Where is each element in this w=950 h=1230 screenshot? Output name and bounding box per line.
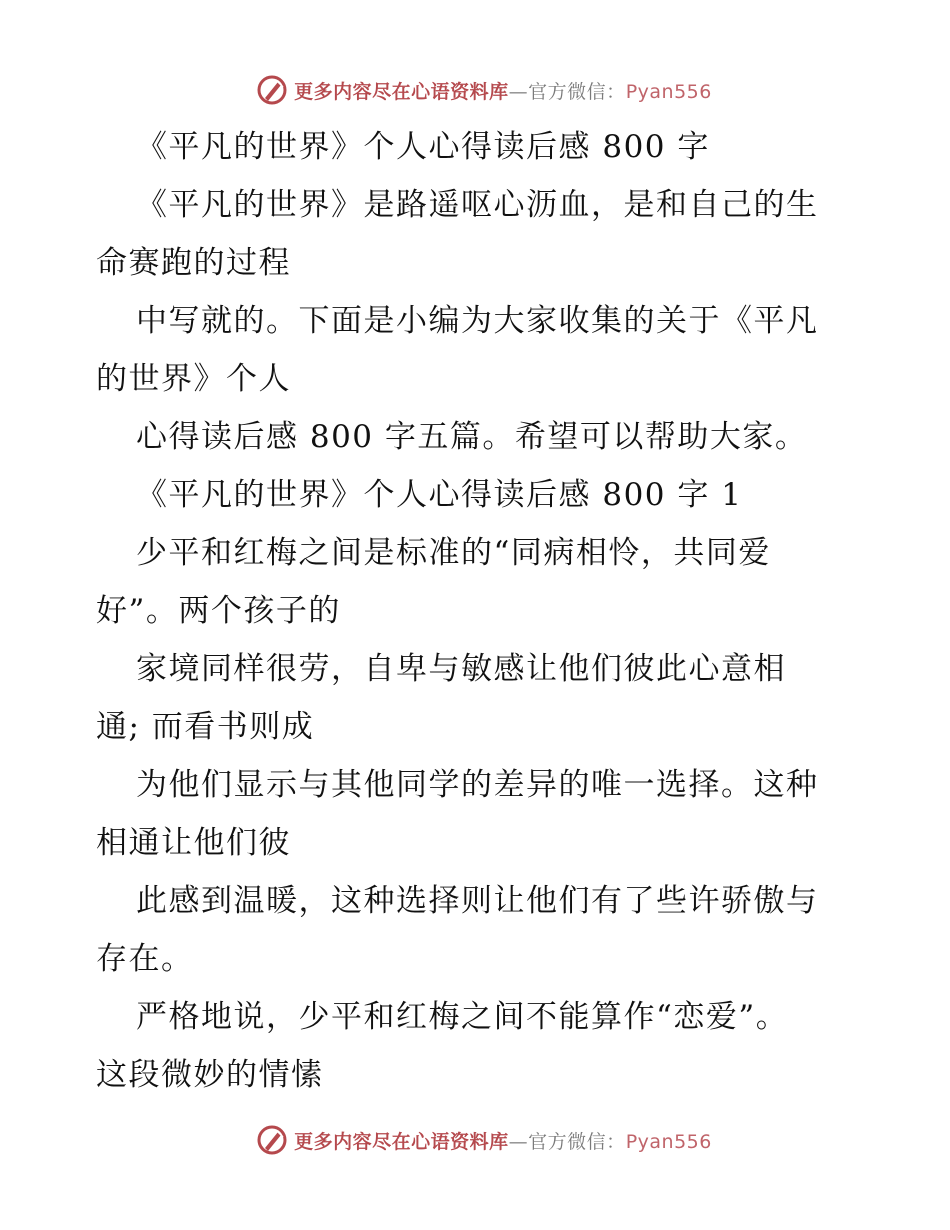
watermark-site: 更多内容尽在心语资料库 — [294, 1130, 509, 1153]
watermark-wechat-id: Pyan556 — [625, 1130, 712, 1153]
header-watermark — [0, 70, 950, 110]
text-line: 的世界》个人 — [96, 361, 291, 397]
text-line: 命赛跑的过程 — [96, 245, 291, 281]
watermark-dash: — — [508, 80, 529, 103]
pen-logo-icon — [256, 1124, 288, 1156]
text-line: 相通让他们彼 — [96, 825, 291, 861]
text-line: 心得读后感 800 字五篇。希望可以帮助大家。 — [136, 419, 808, 455]
text-line: 严格地说，少平和红梅之间不能算作“恋爱”。 — [136, 999, 789, 1035]
text-line: 存在。 — [96, 941, 194, 977]
footer-watermark — [0, 1120, 950, 1160]
text-line: 《平凡的世界》个人心得读后感 800 字 1 — [136, 477, 743, 513]
watermark-dash: — — [508, 1130, 529, 1153]
watermark-official: 官方微信： — [528, 1130, 626, 1153]
watermark-site: 更多内容尽在心语资料库 — [294, 80, 509, 103]
watermark-row — [256, 74, 712, 106]
text-line: 中写就的。下面是小编为大家收集的关于《平凡 — [136, 303, 819, 339]
document-body — [96, 118, 856, 1104]
text-line: 家境同样很劳，自卑与敏感让他们彼此心意相 — [136, 651, 786, 687]
text-line: 此感到温暖，这种选择则让他们有了些许骄傲与 — [136, 883, 819, 919]
watermark-wechat-id: Pyan556 — [625, 80, 712, 103]
text-line: 通; 而看书则成 — [96, 709, 315, 745]
text-line: 少平和红梅之间是标准的“同病相怜，共同爱 — [136, 535, 771, 571]
pen-logo-icon — [256, 74, 288, 106]
watermark-official: 官方微信： — [528, 80, 626, 103]
text-line: 为他们显示与其他同学的差异的唯一选择。这种 — [136, 767, 819, 803]
watermark-text — [294, 77, 712, 104]
text-line: 好”。两个孩子的 — [96, 593, 341, 629]
text-line: 《平凡的世界》是路遥呕心沥血，是和自己的生 — [136, 187, 819, 223]
text-line: 这段微妙的情愫 — [96, 1057, 324, 1093]
watermark-text — [294, 1127, 712, 1154]
watermark-row — [256, 1124, 712, 1156]
text-line: 《平凡的世界》个人心得读后感 800 字 — [136, 129, 710, 165]
